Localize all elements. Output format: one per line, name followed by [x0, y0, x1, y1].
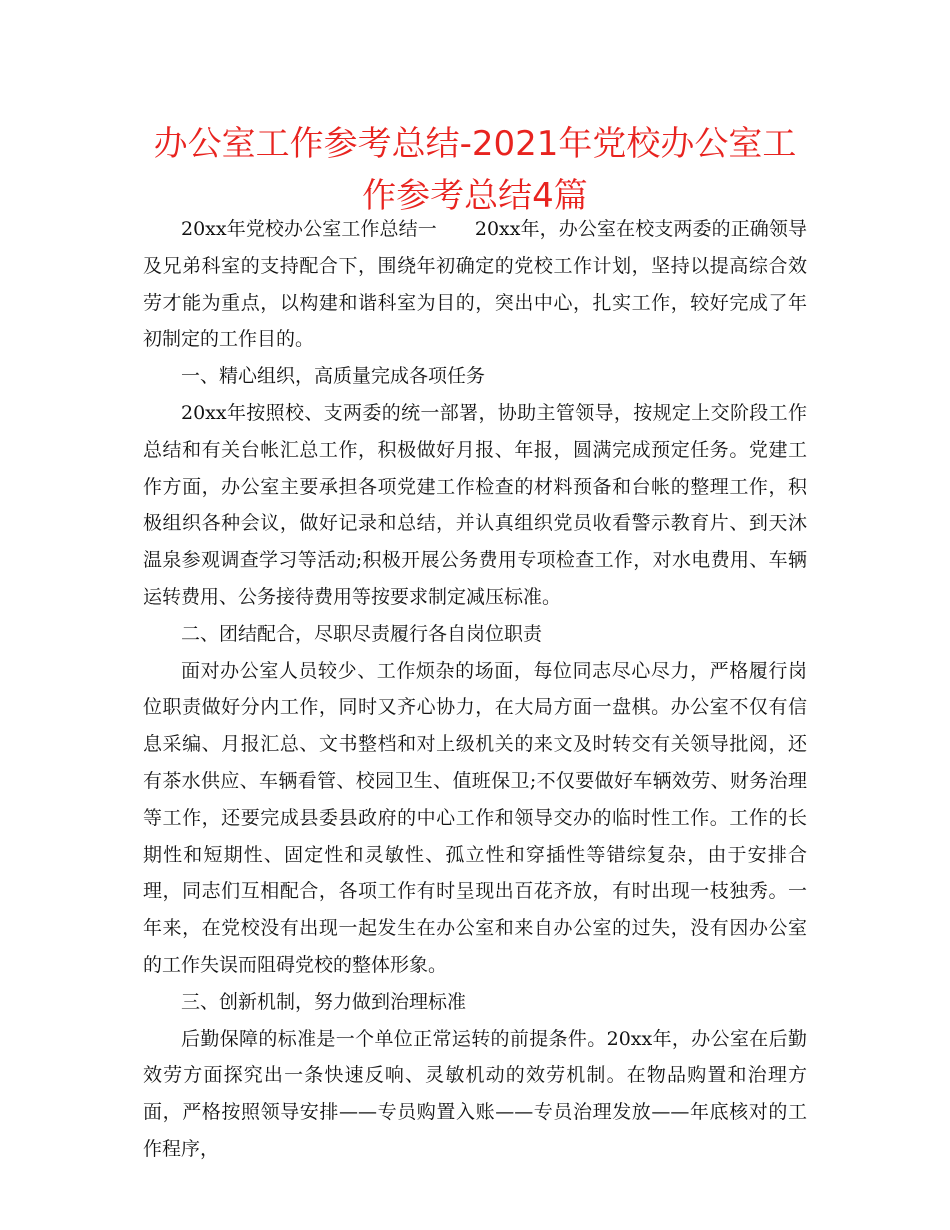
- section-heading-1: 一、精心组织，高质量完成各项任务: [181, 365, 486, 388]
- intro-paragraph: [143, 211, 807, 358]
- intro-lead: 20xx年党校办公室工作总结一: [181, 218, 437, 240]
- section-heading-3: 三、创新机制，努力做到治理标准: [181, 990, 467, 1013]
- intro-rest: 20xx年，办公室在校支两委的正确领导及兄弟科室的支持配合下，围绕年初确定的党校工作计划，坚持以提高综合效劳才能为重点，以构建和谐科室为目的，突出中心，扎实工作，较好完成了年初制定的工作目的。: [143, 218, 808, 351]
- section-paragraph-2: 面对办公室人员较少、工作烦杂的场面，每位同志尽心尽力，严格履行岗位职责做好分内工作，同时又齐心协力，在大局方面一盘棋。办公室不仅有信息采编、月报汇总、文书整档和对上级机关的来文及时转交有关领导批阅，还有茶水供应、车辆看管、校园卫生、值班保卫;不仅要做好车辆效劳、财务治理等工作，还要完成县委县政府的中心工作和领导交办的临时性工作。工作的长期性和短期性、固定性和灵敏性、孤立性和穿插性等错综复杂，由于安排合理，同志们互相配合，各项工作有时呈现出百花齐放，有时出现一枝独秀。一年来，在党校没有出现一起发生在办公室和来自办公室的过失，没有因办公室的工作失误而阻碍党校的整体形象。: [143, 659, 807, 976]
- section-paragraph-1: 20xx年按照校、支两委的统一部署，协助主管领导，按规定上交阶段工作总结和有关台帐汇总工作，积极做好月报、年报，圆满完成预定任务。党建工作方面，办公室主要承担各项党建工作检查的材料预备和台帐的整理工作，积极组织各种会议，做好记录和总结，并认真组织党员收看警示教育片、到天沐温泉参观调查学习等活动;积极开展公务费用专项检查工作，对水电费用、车辆运转费用、公务接待费用等按要求制定减压标准。: [143, 401, 807, 608]
- section-paragraph-3: 后勤保障的标准是一个单位正常运转的前提条件。20xx年，办公室在后勤效劳方面探究出一条快速反响、灵敏机动的效劳机制。在物品购置和治理方面，严格按照领导安排——专员购置入账——专员治理发放——年底核对的工作程序，: [143, 1027, 807, 1160]
- section-heading-2: 二、团结配合，尽职尽责履行各自岗位职责: [181, 622, 543, 645]
- document-title: 办公室工作参考总结-2021年党校办公室工作参考总结4篇: [153, 124, 797, 216]
- document-body: [143, 211, 807, 1168]
